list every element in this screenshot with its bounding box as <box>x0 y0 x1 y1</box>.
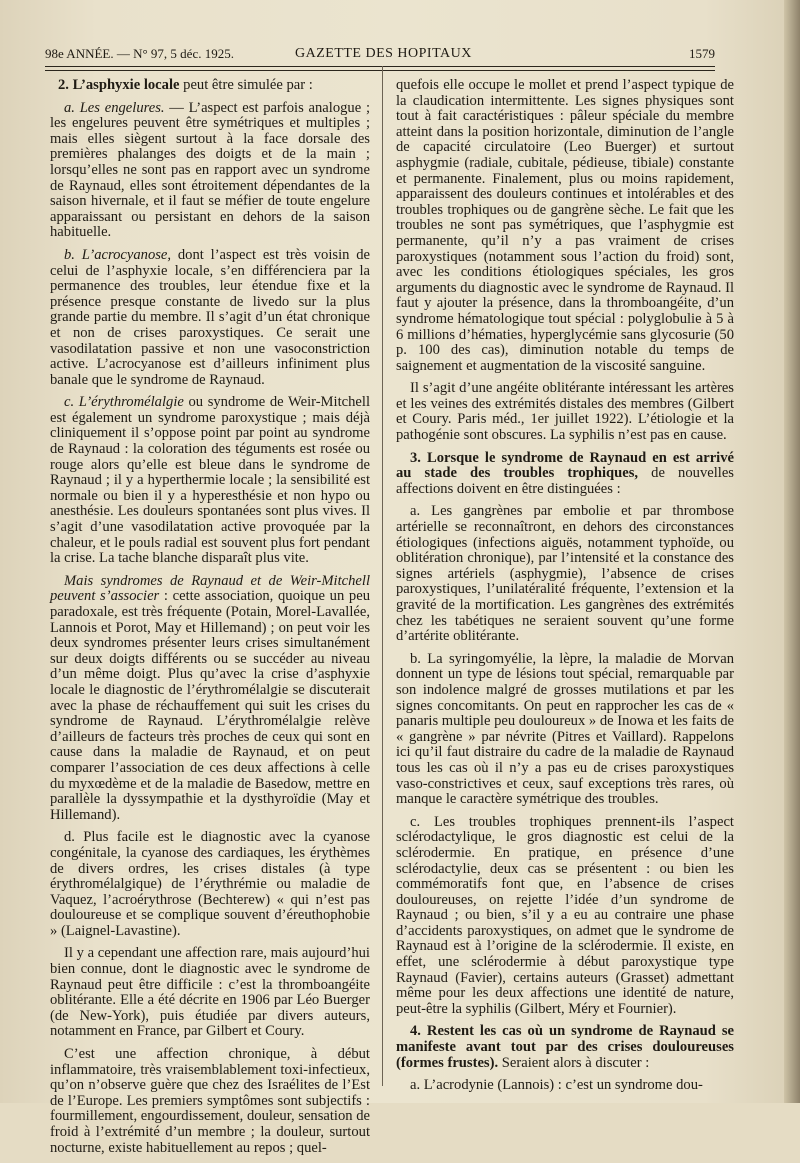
paragraph-text: quefois elle occupe le mollet et prend l’aspect typique de la claudication intermittente. Les signes physiques sont tout à fait caractéristiques : pâleur spéciale du membre atteint dans la position horizontale, diminution de l’angle de capacité circulatoire (Leo Buerger) et surtout asphygmie (radiale, cubitale, pédieuse, tibiale) constante et permanente. Finalement, plus ou moins rapidement, apparaissent des douleurs continues et intolérables et des troubles trophiques ou de gangrène sèche. Le fait que les troubles ne sont pas symétriques, que l’asphygmie est permanente, qu’il n’y a pas vraiment de crises paroxystiques (notamment sous l’action du froid) sont, avec les conditions étiologiques spéciales, les gros arguments du diagnostic avec le syndrome de Raynaud. Il faut y ajouter la présence, dans la thromboangéite, d’un syndrome hématologique tout spécial : polyglobulie à 5 à 6 millions d’hématies, hyperglycémie sans glycosurie (50 p. 100 des cas), diminution notable du temps de saignement et augmentation de la viscosité sanguine. <box>396 77 734 374</box>
paragraph-text: de nouvelles affections doivent en être distinguées : <box>396 465 734 497</box>
running-header <box>45 44 715 64</box>
paragraph <box>50 248 370 388</box>
paragraph-lead: b. L’acrocyanose, <box>64 246 172 263</box>
paragraph <box>396 451 734 498</box>
paragraph <box>396 1078 734 1094</box>
paragraph <box>396 381 734 443</box>
paragraph-text: L’acrodynie (Lannois) : c’est un syndrome dou- <box>420 1077 703 1094</box>
paragraph <box>50 395 370 567</box>
paragraph-text: Plus facile est le diagnostic avec la cyanose congénitale, la cyanose des cardiaques, les érythèmes de divers ordres, les crises distales (à type érythromélalgique) de l’érythrémie ou maladie de Vaquez, l’acroérythrose (Bechterew) « qui n’est pas douloureuse et se complique souvent d’éreuthophobie » (Laignel-Lavastine). <box>50 829 370 939</box>
paragraph <box>396 652 734 808</box>
paragraph-lead: a. Les engelures. <box>64 99 165 116</box>
paragraph-text: dont l’aspect est très voisin de celui de l’asphyxie locale, s’en différenciera par la permanence des troubles, leur étendue fixe et la présence presque constante de livedo sur la plus grande partie du membre. Il s’agit d’un état chronique et non de crises paroxystiques. Ce serait une vasodilatation passive et non une vasoconstriction active. L’acrocyanose est d’ailleurs infiniment plus banale que le syndrome de Raynaud. <box>50 246 371 388</box>
paragraph-text: Les troubles trophiques prennent-ils l’aspect sclérodactylique, le gros diagnostic est celui de la sclérodermie. En pratique, en présence d’une sclérodactylie, deux cas se présentent : ou bien les commémoratifs font que, en l’absence de crises douloureuses, on rejette l’idée d’un syndrome de Raynaud ; ou bien, s’il y a eu au contraire une phase d’accidents paroxystiques, on admet que le syndrome de Raynaud est à l’origine de la sclérodermie. Il existe, en effet, une sclérodermie à début paroxystique type Raynaud (Favier), certains auteurs (Grasset) admettant même pour les deux affections une identité de nature, peut-être la syphilis (Gilbert, Méry et Fournier). <box>396 813 734 1017</box>
paragraph <box>50 830 370 939</box>
paragraph <box>396 78 734 374</box>
paragraph-text: : cette association, quoique un peu paradoxale, est très fréquente (Potain, Morel-Lavallée, Lannois et Porot, May et Hillemand) ; on peut voir les deux syndromes présenter leurs crises simultanément sur deux doigts différents ou se succéder au niveau d’un même doigt. Plus qu’avec la crise d’asphyxie locale le diagnostic de l’érythromélalgie se discuterait avec la phase de réchauffement qui suit les crises du syndrome de Raynaud. L’érythromélalgie relève d’ailleurs de facteurs très proches de ceux qui sont en cause dans la maladie de Raynaud, et on peut comparer l’association de ces deux affections à celle du myxœdème et de la maladie de Basedow, mettre en parallèle la dyssympathie et la dysthyroïdie (May et Hillemand). <box>50 588 370 823</box>
paragraph <box>50 78 370 94</box>
paragraph <box>50 574 370 824</box>
paragraph <box>396 504 734 644</box>
paragraph-text: Seraient alors à discuter : <box>498 1054 650 1071</box>
right-column <box>396 78 734 1101</box>
paragraph-lead: a. <box>410 1077 421 1094</box>
paragraph-lead: c. <box>410 813 421 830</box>
paragraph-text: La syringomyélie, la lèpre, la maladie de Morvan donnent un type de lésions tout spécial, remarquable par son indolence malgré de grosses mutilations et par les signes concomitants. On peut en rapprocher les cas de « panaris multiple peu douloureux » de Inowa et les faits de « gangrène » par névrite (Pitres et Vaillard). Rappelons ici qu’il faut distraire du cadre de la maladie de Raynaud tous les cas où il n’y a pas eu de crises paroxystiques vaso-constrictives et ceux, sauf exceptions très rares, où manque le caractère symétrique des troubles. <box>396 650 734 808</box>
paragraph-text: — L’aspect est parfois analogue ; les engelures peuvent être symétriques et multiples ; mais elles siègent surtout à la face dorsale des premières phalanges des doigts et de la main ; lorsqu’elles ne sont pas en rapport avec un syndrome de Raynaud, elles sont étroitement dépendantes de la saison hivernale, et il faut se méfier de toute engelure apparaissant ou persistant en dehors de la saison habituelle. <box>50 99 370 241</box>
column-divider <box>382 66 383 1086</box>
paragraph <box>396 815 734 1018</box>
paragraph-text: Les gangrènes par embolie et par thrombose artérielle se reconnaîtront, en dehors des circonstances étiologiques (infections aiguës, notamment typhoïde, ou oblitération chronique), par l’intensité et la constance des signes artériels (asphygmie), l’absence de crises paroxystiques, l’unilatéralité fréquente, l’extension et la gravité de la mortification. Les gangrènes des extrémités chez les tabétiques ne seraient souvent qu’une forme d’artérite oblitérante. <box>396 503 734 645</box>
paragraph <box>50 1047 370 1156</box>
page-number: 1579 <box>689 46 715 61</box>
paragraph-lead: Mais syndromes de Raynaud et de Weir-Mitchell peuvent s’associer <box>50 572 370 605</box>
paragraph-text: peut être simulée par : <box>179 77 313 93</box>
paragraph-lead: 4. Restent les cas où un syndrome de Raynaud se manifeste avant tout par des crises douloureuses (formes frustes). <box>396 1023 734 1071</box>
paragraph-lead: b. <box>410 650 421 667</box>
paragraph <box>396 1024 734 1071</box>
paragraph <box>50 101 370 241</box>
paragraph <box>50 946 370 1040</box>
paragraph-lead: 3. Lorsque le syndrome de Raynaud en est arrivé au stade des troubles trophiques, <box>396 449 734 482</box>
paragraph-lead: a. <box>410 503 421 520</box>
page-binding-edge <box>784 0 800 1103</box>
header-rule <box>45 66 715 67</box>
paragraph-lead: c. L’érythromélalgie <box>64 394 184 411</box>
journal-title: GAZETTE DES HOPITAUX <box>295 46 472 61</box>
paragraph-text: Il y a cependant une affection rare, mais aujourd’hui bien connue, dont le diagnostic avec le syndrome de Raynaud peut être difficile : c’est la thromboangéite oblitérante. Elle a été décrite en 1906 par Léo Buerger (de New-York), puis étudiée par divers auteurs, notamment en France, par Gilbert et Coury. <box>50 945 370 1040</box>
paragraph-text: C’est une affection chronique, à début inflammatoire, très vraisemblablement toxi-infectieux, qu’on n’observe guère que chez des Israélites de l’Est de l’Europe. Les premiers symptômes sont subjectifs : fourmillement, engourdissement, douleur, sensation de froid à l’extrémité d’un membre ; la douleur, surtout nocturne, existe habituellement au repos ; quel- <box>50 1046 371 1156</box>
paragraph-lead: 2. L’asphyxie locale <box>58 77 180 93</box>
paragraph-text: ou syndrome de Weir-Mitchell est également un syndrome paroxystique ; mais déjà cliniquement il s’oppose point par point au syndrome de Raynaud : la coloration des téguments est rosée ou rouge alors qu’elle est bleue dans le syndrome de Raynaud ; il y a hyperthermie locale ; la sensibilité est normale ou bien il y a hyperesthésie et non hypo ou anesthésie. Les douleurs spontanées sont plus vives. Il s’agit d’une vasodilatation active provoquée par la chaleur, et le pouls radial est souvent plus fort pendant la crise. La tache blanche disparaît plus vite. <box>50 394 370 567</box>
paragraph-lead: d. <box>64 829 75 846</box>
paragraph-text: Il s’agit d’une angéite oblitérante intéressant les artères et les veines des extrémités distales des membres (Gilbert et Coury. Paris méd., 1er juillet 1922). L’étiologie et la pathogénie sont obscures. La syphilis n’est pas en cause. <box>396 380 734 444</box>
left-column <box>50 78 370 1163</box>
issue-info: 98e ANNÉE. — N° 97, 5 déc. 1925. <box>45 46 234 61</box>
header-rule-double <box>45 70 715 71</box>
